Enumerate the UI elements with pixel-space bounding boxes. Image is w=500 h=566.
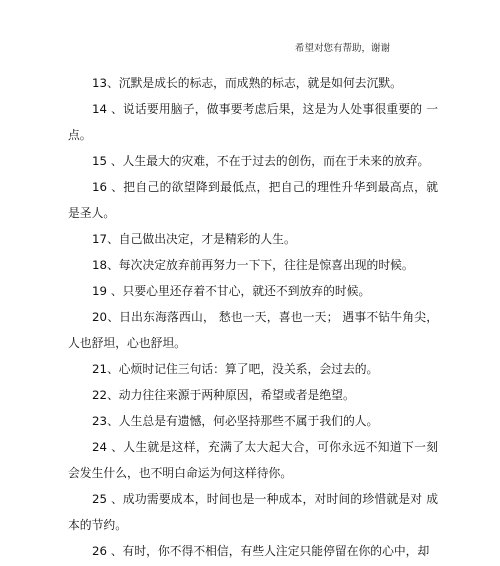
paragraph-19: 19 、只要心里还存着不甘心，就还不到放弃的时候。 xyxy=(92,284,371,298)
paragraph-23: 23、人生总是有遗憾，何必坚持那些不属于我们的人。 xyxy=(92,414,379,428)
document-body xyxy=(68,70,438,564)
paragraph-25: 25 、成功需要成本，时间也是一种成本，对时间的珍惜就是对 成本的节约。 xyxy=(68,492,438,532)
paragraph-26: 26 、有时，你不得不相信，有些人注定只能停留在你的心中，却 xyxy=(92,544,430,558)
paragraph-14: 14 、说话要用脑子，做事要考虑后果，这是为人处事很重要的 一点。 xyxy=(68,102,438,142)
paragraph-16: 16 、把自己的欲望降到最低点，把自己的理性升华到最高点，就是圣人。 xyxy=(68,180,438,220)
paragraph-18: 18、每次决定放弃前再努力一下下，往往是惊喜出现的时候。 xyxy=(92,258,414,272)
paragraph-24: 24 、人生就是这样，充满了太大起大合，可你永远不知道下一刻 会发生什么，也不明白命运为何这样待你。 xyxy=(68,440,438,480)
paragraph-13: 13、沉默是成长的标志，而成熟的标志，就是如何去沉默。 xyxy=(92,76,402,90)
paragraph-21: 21、心烦时记住三句话：算了吧，没关系，会过去的。 xyxy=(92,362,379,376)
paragraph-15: 15 、人生最大的灾难，不在于过去的创伤，而在于未来的放弃。 xyxy=(92,154,430,168)
header-note: 希望对您有帮助，谢谢 xyxy=(295,43,391,54)
paragraph-22: 22、动力往往来源于两种原因，希望或者是绝望。 xyxy=(92,388,355,402)
paragraph-20: 20、日出东海落西山， 愁也一天，喜也一天； 遇事不钻牛角尖，人也舒坦，心也舒坦。 xyxy=(68,310,438,350)
paragraph-17: 17、自己做出决定，才是精彩的人生。 xyxy=(92,232,296,246)
